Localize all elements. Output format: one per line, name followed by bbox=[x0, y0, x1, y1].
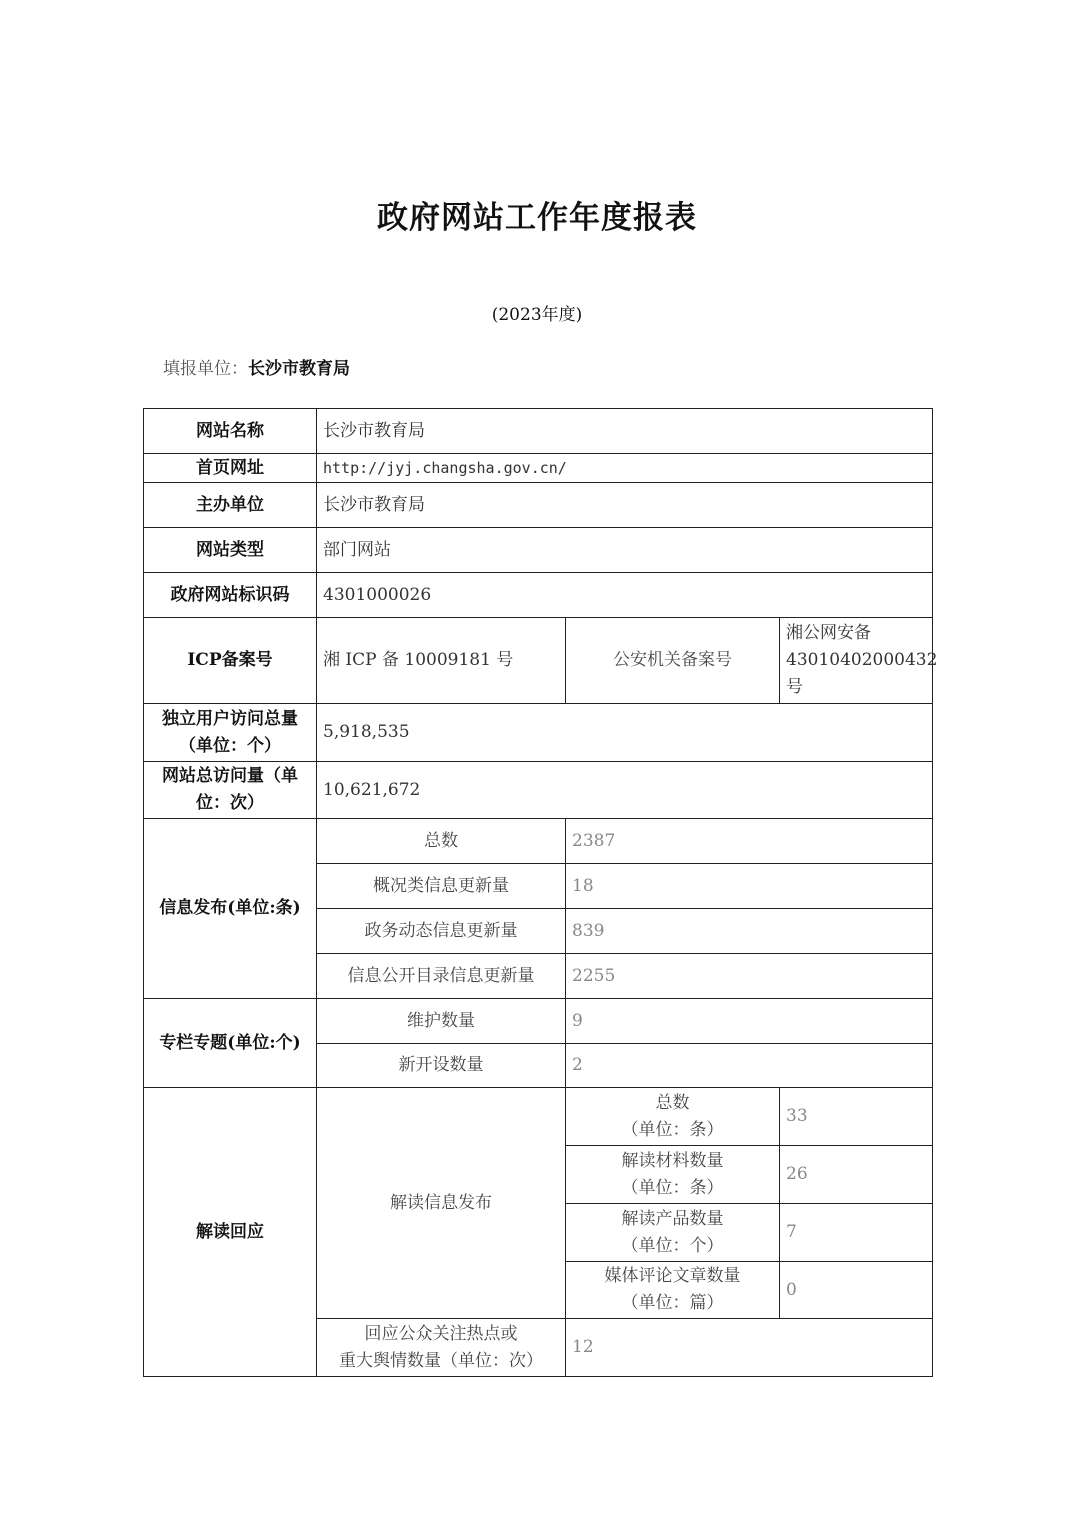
columns-item-value: 9 bbox=[566, 999, 933, 1044]
table-row bbox=[144, 704, 933, 762]
info-item-value: 839 bbox=[566, 909, 933, 954]
label-line: （单位：条） bbox=[621, 1177, 724, 1198]
columns-item-label: 维护数量 bbox=[317, 999, 566, 1044]
table-row bbox=[144, 483, 933, 528]
police-record-line: 43010402000432 bbox=[786, 650, 938, 670]
site-type-label: 网站类型 bbox=[144, 528, 317, 573]
interp-item-value: 26 bbox=[780, 1146, 933, 1204]
label-line: 网站总访问量（单 bbox=[162, 766, 298, 786]
label-line: 总数 bbox=[655, 1092, 690, 1113]
interpretation-publish-label: 解读信息发布 bbox=[317, 1088, 566, 1319]
table-row bbox=[144, 1088, 933, 1146]
icp-label: ICP备案号 bbox=[144, 618, 317, 704]
page-title: 政府网站工作年度报表 bbox=[377, 200, 697, 236]
label-line: （单位：个） bbox=[621, 1235, 724, 1256]
label-line: 位：次） bbox=[196, 793, 264, 813]
reporting-unit bbox=[163, 354, 350, 379]
table-row bbox=[144, 454, 933, 483]
label-line: 媒体评论文章数量 bbox=[604, 1266, 741, 1286]
unique-visitors-label bbox=[144, 704, 317, 762]
sponsor-value: 长沙市教育局 bbox=[317, 483, 933, 528]
columns-label: 专栏专题(单位:个) bbox=[144, 999, 317, 1088]
sponsor-label: 主办单位 bbox=[144, 483, 317, 528]
table-row bbox=[144, 819, 933, 864]
homepage-value: http://jyj.changsha.gov.cn/ bbox=[317, 454, 933, 483]
label-line: 重大舆情数量（单位：次） bbox=[339, 1350, 543, 1371]
interp-item-value: 0 bbox=[780, 1262, 933, 1319]
table-row bbox=[144, 409, 933, 454]
info-item-label: 信息公开目录信息更新量 bbox=[317, 954, 566, 999]
interpretation-label: 解读回应 bbox=[144, 1088, 317, 1377]
info-item-value: 2255 bbox=[566, 954, 933, 999]
site-name-value: 长沙市教育局 bbox=[317, 409, 933, 454]
interp-item-value: 7 bbox=[780, 1204, 933, 1262]
site-type-value: 部门网站 bbox=[317, 528, 933, 573]
table-row bbox=[144, 573, 933, 618]
total-visits-label bbox=[144, 762, 317, 819]
interp-item-label bbox=[566, 1262, 780, 1319]
label-line: 回应公众关注热点或 bbox=[364, 1323, 518, 1344]
table-row bbox=[144, 999, 933, 1044]
label-line: （单位：个） bbox=[179, 735, 281, 756]
info-publish-label: 信息发布(单位:条) bbox=[144, 819, 317, 999]
site-id-label: 政府网站标识码 bbox=[144, 573, 317, 618]
table-row bbox=[144, 762, 933, 819]
reporting-unit-value: 长沙市教育局 bbox=[248, 359, 350, 379]
label-line: 独立用户访问总量 bbox=[162, 708, 298, 729]
site-id-value: 4301000026 bbox=[317, 573, 933, 618]
police-record-line: 号 bbox=[786, 677, 803, 697]
reporting-unit-label: 填报单位： bbox=[163, 359, 248, 379]
info-item-label: 概况类信息更新量 bbox=[317, 864, 566, 909]
interp-item-label bbox=[566, 1204, 780, 1262]
label-line: 解读材料数量 bbox=[621, 1150, 724, 1171]
response-label bbox=[317, 1319, 566, 1377]
unique-visitors-value: 5,918,535 bbox=[317, 704, 933, 762]
columns-item-label: 新开设数量 bbox=[317, 1044, 566, 1088]
info-item-label: 政务动态信息更新量 bbox=[317, 909, 566, 954]
homepage-label: 首页网址 bbox=[144, 454, 317, 483]
label-line: （单位：篇） bbox=[621, 1293, 724, 1313]
police-record-value bbox=[780, 618, 938, 704]
label-line: （单位：条） bbox=[621, 1119, 724, 1140]
info-item-value: 18 bbox=[566, 864, 933, 909]
interp-item-value: 33 bbox=[780, 1088, 933, 1146]
report-year: (2023年度) bbox=[491, 305, 583, 325]
total-visits-value: 10,621,672 bbox=[317, 762, 933, 819]
info-item-value: 2387 bbox=[566, 819, 933, 864]
police-record-label: 公安机关备案号 bbox=[566, 618, 780, 704]
response-value: 12 bbox=[566, 1319, 933, 1377]
table-row bbox=[144, 618, 933, 704]
info-item-label: 总数 bbox=[317, 819, 566, 864]
interp-item-label bbox=[566, 1146, 780, 1204]
report-table bbox=[143, 408, 938, 1377]
label-line: 解读产品数量 bbox=[621, 1208, 724, 1229]
icp-value: 湘 ICP 备 10009181 号 bbox=[317, 618, 566, 704]
table-row bbox=[144, 528, 933, 573]
interp-item-label bbox=[566, 1088, 780, 1146]
police-record-line: 湘公网安备 bbox=[786, 623, 871, 643]
columns-item-value: 2 bbox=[566, 1044, 933, 1088]
site-name-label: 网站名称 bbox=[144, 409, 317, 454]
